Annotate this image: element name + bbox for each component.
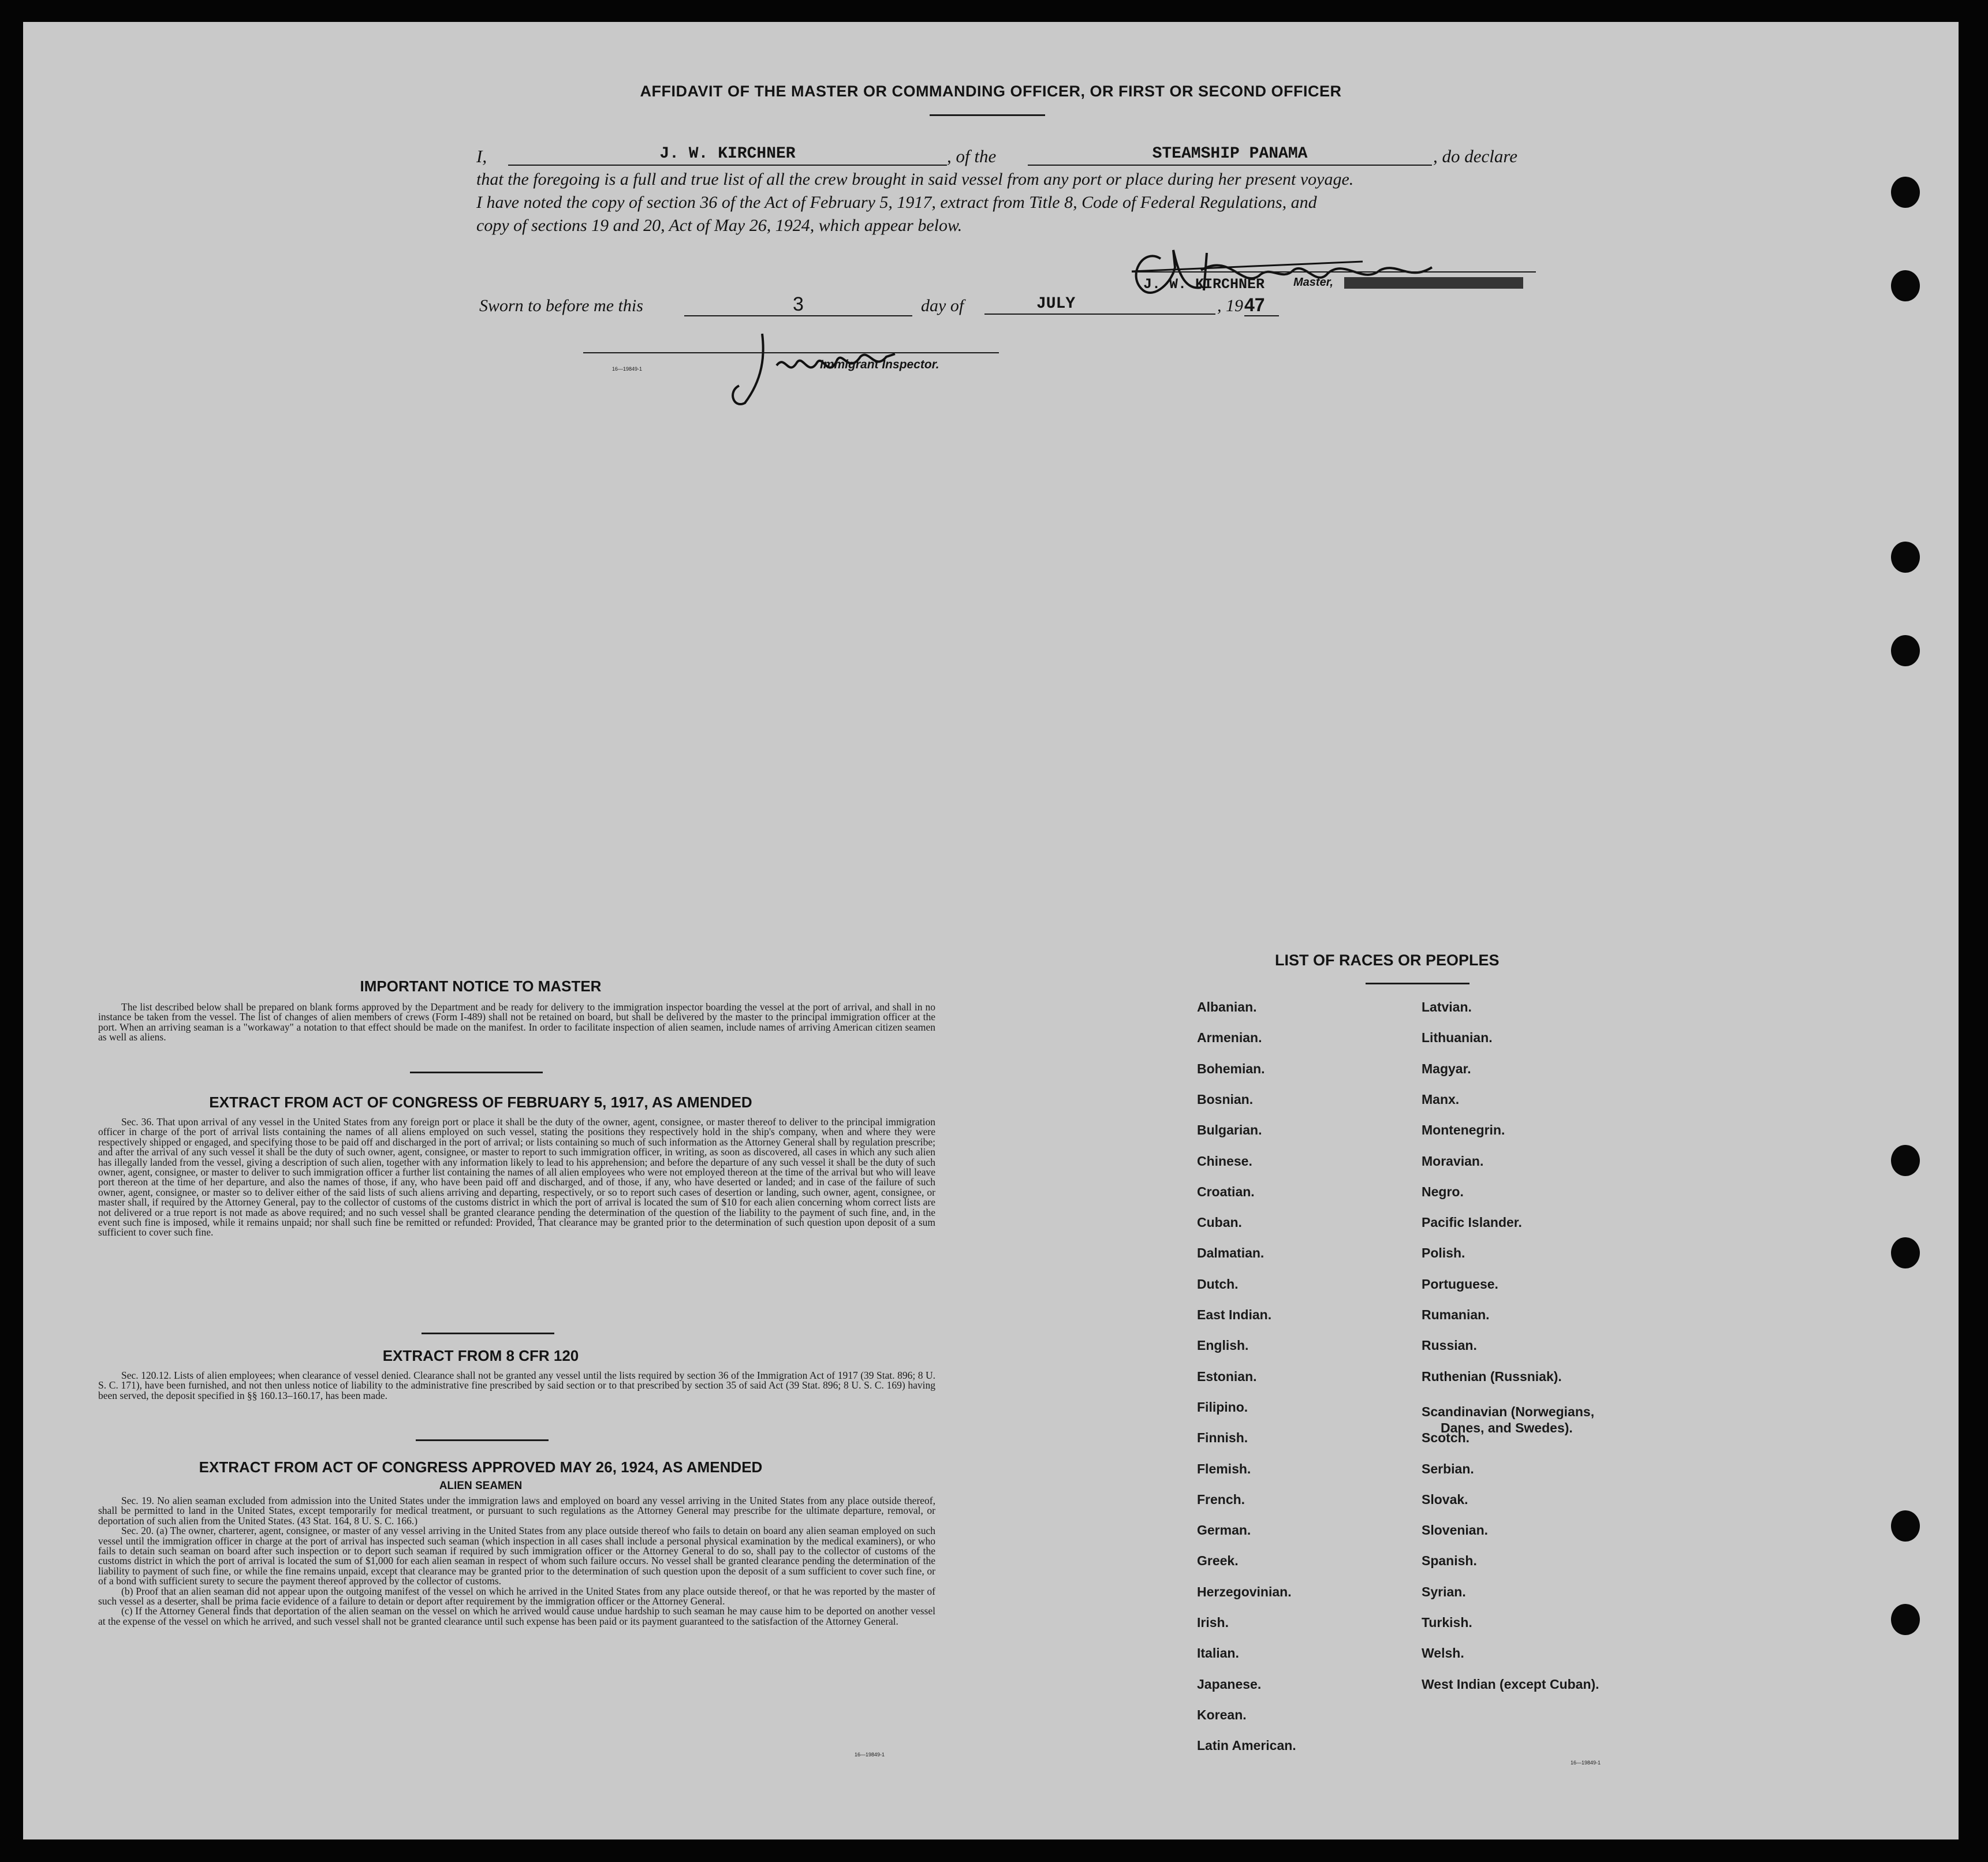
race-item-left: Italian.	[1197, 1645, 1239, 1661]
race-item-right: Russian.	[1422, 1338, 1477, 1353]
race-item-left: Korean.	[1197, 1707, 1247, 1722]
inspector-signature-line	[583, 351, 999, 353]
inspector-label: Immigrant Inspector.	[820, 358, 939, 371]
race-item-left: Chinese.	[1197, 1153, 1252, 1169]
declaration-line-4: copy of sections 19 and 20, Act of May 26, 1924, which appear below.	[476, 216, 963, 235]
master-role-label: Master,	[1293, 276, 1333, 289]
extract-1917-paragraph: Sec. 36. That upon arrival of any vessel in the United States from any foreign port or place it shall be the duty of the owner, agent, consignee, or master thereof to deliver to the principal immigration officer in charge of the port of arrival lists containing the names of all aliens employed on such vessel, stating the positions they respectively hold in the ship's company, when and where they were respectively shipped or engaged, and specifying those to be paid off and discharged in the port of arrival; or lists containing so much of such information as the Attorney General shall by regulation prescribe; and after the arrival of any such vessel it shall be the duty of such owner, agent, consignee, or master to report to such immigration officer, in writing, as soon as discovered, all cases in which any such alien has illegally landed from the vessel, giving a description of such alien, together with any information likely to lead to his apprehension; and before the departure of any such vessel it shall be the duty of such owner, agent, consignee, or master to deliver to such immigration officer a further list containing the names of all alien employees who were not employed thereon at the time of the arrival but who will leave port thereon at the time of her departure, and also the names of those, if any, who have been paid off and discharged, and of those, if any, who have deserted or landed; and in case of the failure of such owner, agent, consignee, or master so to deliver either of the said lists of such aliens arriving and departing, respectively, or so to report such cases of desertion or landing, such owner, agent, consignee, or master shall, if required by the Attorney General, pay to the collector of customs of the customs district in which the port of arrival is located the sum of $10 for each alien concerning whom correct lists are not delivered or a true report is not made as above required; and no such vessel shall be granted clearance pending the determination of the question of the liability to the payment of such fine, and, in the event such fine is imposed, while it remains unpaid; nor shall such fine be remitted or refunded: Provided, That clearance may be granted prior to the determination of such question upon deposit of a sum sufficient to cover such fine.	[98, 1116, 935, 1238]
divider-1924	[416, 1439, 549, 1441]
title-divider	[930, 114, 1045, 116]
race-item-right: Manx.	[1422, 1091, 1460, 1107]
race-item-right: Negro.	[1422, 1184, 1464, 1199]
race-item-left: Bulgarian.	[1197, 1122, 1262, 1138]
extract-1917-body	[98, 1117, 935, 1238]
affidavit-i-label: I,	[476, 146, 487, 166]
affidavit-title: AFFIDAVIT OF THE MASTER OR COMMANDING OFFICER, OR FIRST OR SECOND OFFICER	[640, 83, 1342, 100]
sworn-year-field: 47	[1244, 294, 1279, 316]
race-item-right: Magyar.	[1422, 1061, 1471, 1076]
extract-1924-body	[98, 1496, 935, 1626]
race-item-left: Dutch.	[1197, 1276, 1239, 1292]
binder-hole	[1891, 1145, 1920, 1176]
binder-hole	[1891, 542, 1920, 573]
binder-hole	[1891, 1604, 1920, 1635]
sec20a-paragraph: Sec. 20. (a) The owner, charterer, agent, consignee, or master of any vessel arriving in the United States from any place outside thereof who fails to detain on board any alien seaman employed on such vessel until the immigration officer in charge at the port of arrival has inspected such seaman (which inspection in all cases shall include a personal physical examination by the medical examiners), or who fails to detain such seaman on board after such inspection or to deport such seaman if required by such immigration officer or the Attorney General to do so, shall pay to the collector of customs of the customs district in which the port of arrival is located the sum of $1,000 for each alien seaman in respect of whom such failure occurs. No vessel shall be granted clearance pending the determination of the liability to payment of such fine, or while the fine remains unpaid, except that clearance may be granted prior to the determination of such question upon the deposit of a sum sufficient to cover such fine, or of a bond with sufficient surety to secure the payment thereof approved by the collector of customs.	[98, 1525, 935, 1587]
binder-hole	[1891, 635, 1920, 666]
race-item-right: Lithuanian.	[1422, 1030, 1493, 1046]
race-item-right: Scotch.	[1422, 1430, 1470, 1446]
struck-out-text	[1344, 277, 1523, 289]
sec19-paragraph: Sec. 19. No alien seaman excluded from admission into the United States under the immigration laws and employed on board any vessel arriving in the United States from any place outside thereof, shall be permitted to land in the United States, except temporarily for medical treatment, or pursuant to such regulations as the Attorney General may prescribe for the ultimate departure, removal, or deportation of such alien from the United States. (43 Stat. 164, 8 U. S. C. 166.)	[98, 1495, 935, 1527]
day-of-label: day of	[921, 296, 964, 315]
race-item-left: Cuban.	[1197, 1215, 1242, 1230]
sec20b-paragraph: (b) Proof that an alien seaman did not appear upon the outgoing manifest of the vessel on which he arrived in the United States from any place outside thereof, or that he was reported by the master of such vessel as a deserter, shall be prima facie evidence of a failure to detain or deport after requirement by the immigration officer or the Attorney General.	[98, 1585, 935, 1607]
race-item-right: Pacific Islander.	[1422, 1215, 1522, 1230]
of-the-label: , of the	[947, 146, 997, 166]
race-item-left: Dalmatian.	[1197, 1245, 1265, 1261]
race-item-left: Flemish.	[1197, 1461, 1251, 1476]
sworn-day-field: 3	[684, 293, 912, 316]
extract-8cfr-body	[98, 1371, 935, 1401]
race-item-left: Herzegovinian.	[1197, 1584, 1292, 1599]
extract-8cfr-paragraph: Sec. 120.12. Lists of alien employees; when clearance of vessel denied. Clearance shall not be granted any vessel until the lists required by section 36 of the Immigration Act of 1917 (39 Stat. 896; 8 U. S. C. 171), have been furnished, and not then unless notice of liability to the administrative fine prescribed by said section or to that prescribed by section 35 of said Act (39 Stat. 896; 8 U. S. C. 169) having been served, the deposit specified in §§ 160.13–160.17, has been made.	[98, 1370, 935, 1401]
race-item-left: East Indian.	[1197, 1307, 1272, 1322]
race-item-left: Estonian.	[1197, 1368, 1257, 1384]
race-item-right: Portuguese.	[1422, 1276, 1498, 1292]
master-signature-line	[1132, 270, 1536, 273]
race-item-left: Filipino.	[1197, 1399, 1248, 1415]
race-item-left: Irish.	[1197, 1615, 1229, 1630]
race-item-left: Greek.	[1197, 1553, 1239, 1569]
race-item-right: West Indian (except Cuban).	[1422, 1676, 1599, 1692]
races-title: LIST OF RACES OR PEOPLES	[1275, 951, 1500, 969]
extract-form-code: 16—19849-1	[855, 1752, 885, 1757]
race-item-right: Latvian.	[1422, 999, 1472, 1014]
race-item-left: Albanian.	[1197, 999, 1257, 1014]
extract-8cfr-title: EXTRACT FROM 8 CFR 120	[382, 1347, 579, 1364]
race-item-right: Ruthenian (Russniak).	[1422, 1368, 1562, 1384]
race-item-right: Danes, and Swedes).	[1441, 1420, 1573, 1435]
race-item-right: Moravian.	[1422, 1153, 1484, 1169]
race-item-left: Bosnian.	[1197, 1091, 1254, 1107]
notice-body	[98, 1002, 935, 1043]
binder-hole	[1891, 1237, 1920, 1268]
race-item-left: French.	[1197, 1491, 1245, 1507]
race-item-left: Finnish.	[1197, 1430, 1248, 1446]
race-item-right: Turkish.	[1422, 1615, 1472, 1630]
year-prefix-label: , 19	[1217, 296, 1243, 315]
race-item-right: Welsh.	[1422, 1645, 1464, 1661]
race-item-left: German.	[1197, 1523, 1251, 1538]
race-item-left: English.	[1197, 1338, 1249, 1353]
race-item-left: Latin American.	[1197, 1738, 1296, 1753]
document-page	[23, 22, 1959, 1839]
race-item-right: Serbian.	[1422, 1461, 1474, 1476]
affidavit-form-code: 16—19849-1	[612, 366, 643, 372]
extract-1917-title: EXTRACT FROM ACT OF CONGRESS OF FEBRUARY 5, 1917, AS AMENDED	[209, 1094, 752, 1111]
race-item-right: Syrian.	[1422, 1584, 1466, 1599]
sworn-month-field: JULY	[984, 295, 1215, 315]
master-name-field: J. W. KIRCHNER	[508, 145, 947, 166]
notice-paragraph: The list described below shall be prepared on blank forms approved by the Department and be ready for delivery to the immigration inspector boarding the vessel at the port of arrival, and shall in no instance be taken from the vessel. The list of changes of alien members of crews (Form I-489) shall not be retained on board, but shall be delivered by the master to the principal immigration officer at the port. When an arriving seaman is a "workaway" a notation to that effect should be made on the manifest. In order to facilitate inspection of alien seamen, include names of arriving American citizen seamen as well as aliens.	[98, 1001, 935, 1043]
races-divider	[1366, 983, 1469, 984]
races-form-code: 16—19849-1	[1571, 1760, 1601, 1766]
race-item-right: Slovak.	[1422, 1491, 1468, 1507]
notice-title: IMPORTANT NOTICE TO MASTER	[360, 977, 602, 995]
do-declare-label: , do declare	[1433, 146, 1518, 166]
race-item-right: Scandinavian (Norwegians,	[1422, 1404, 1595, 1419]
race-item-right: Rumanian.	[1422, 1307, 1490, 1322]
race-item-left: Armenian.	[1197, 1030, 1262, 1046]
divider-1917	[410, 1072, 543, 1073]
binder-hole	[1891, 1510, 1920, 1542]
extract-1924-title: EXTRACT FROM ACT OF CONGRESS APPROVED MAY 26, 1924, AS AMENDED	[199, 1458, 763, 1476]
alien-seamen-subtitle: ALIEN SEAMEN	[439, 1480, 523, 1492]
vessel-name-field: STEAMSHIP PANAMA	[1028, 145, 1432, 166]
race-item-left: Japanese.	[1197, 1676, 1262, 1692]
race-item-right: Slovenian.	[1422, 1523, 1489, 1538]
binder-hole	[1891, 270, 1920, 301]
divider-8cfr	[422, 1333, 554, 1334]
sec20c-paragraph: (c) If the Attorney General finds that deportation of the alien seaman on the vessel on which he arrived would cause undue hardship to such seaman he may cause him to be deported on another vessel at the expense of the vessel on which he arrived, and such vessel shall not be granted clearance until such expense has been paid or its payment guaranteed to the satisfaction of the Attorney General.	[98, 1605, 935, 1627]
sworn-label: Sworn to before me this	[479, 296, 643, 315]
binder-hole	[1891, 177, 1920, 208]
declaration-line-2: that the foregoing is a full and true list of all the crew brought in said vessel from any port or place during her present voyage.	[476, 170, 1354, 189]
declaration-line-3: I have noted the copy of section 36 of the Act of February 5, 1917, extract from Title 8, Code of Federal Regulations, and	[476, 193, 1317, 212]
master-typed-name: J. W. KIRCHNER	[1143, 276, 1265, 293]
race-item-left: Bohemian.	[1197, 1061, 1265, 1076]
race-item-right: Polish.	[1422, 1245, 1465, 1261]
race-item-left: Croatian.	[1197, 1184, 1255, 1199]
race-item-right: Montenegrin.	[1422, 1122, 1505, 1138]
race-item-right: Spanish.	[1422, 1553, 1477, 1569]
